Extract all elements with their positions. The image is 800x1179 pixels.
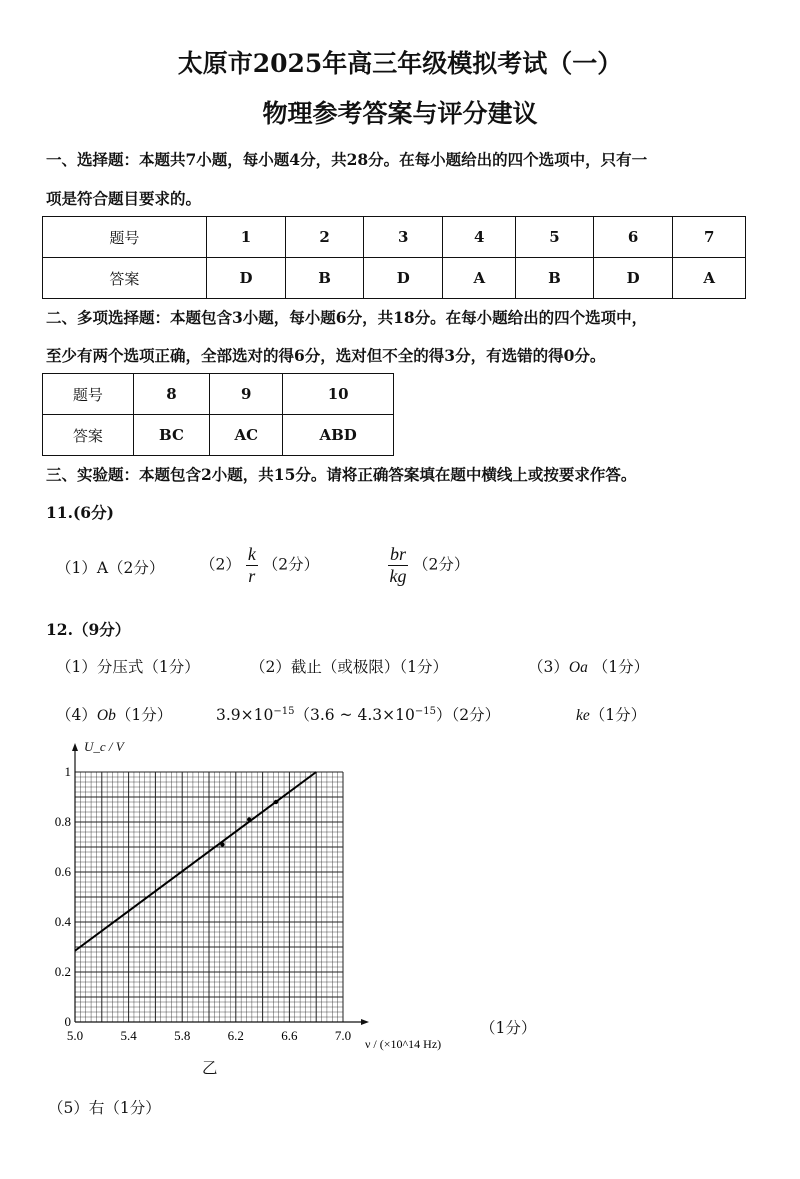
page-subtitle: 物理参考答案与评分建议 (262, 99, 538, 128)
cell: 7 (673, 217, 746, 258)
cell: 2 (286, 217, 364, 258)
graph-score: （1分） (480, 1019, 537, 1037)
cell: 6 (593, 217, 672, 258)
x-tick-label: 6.6 (281, 1028, 298, 1043)
y-tick-label: 0.6 (54, 864, 71, 879)
data-point (274, 800, 278, 804)
fraction: $\frac{br}{kg}$ (389, 544, 407, 586)
cell: ABD (283, 415, 394, 456)
cell: B (516, 258, 594, 299)
y-axis-label: U_c / V (84, 739, 124, 754)
section2-intro: 二、多项选择题：本题包含3小题，每小题6分，共18分。在每小题给出的四个选项中， (46, 308, 648, 327)
table-row (43, 374, 394, 415)
section2-intro-2: 至少有两个选项正确，全部选对的得6分，选对但不全的得3分，有选错的得0分。 (46, 346, 606, 365)
cell: B (286, 258, 364, 299)
x-tick-label: 5.8 (174, 1028, 191, 1043)
cell: D (593, 258, 672, 299)
x-tick-label: 6.2 (227, 1028, 244, 1043)
q11-answer-1: （1）A（2分） (56, 559, 165, 577)
q12-answer-2: （2）截止（或极限）（1分） (250, 658, 448, 676)
q12-answer-4: （4）Ob（1分） (56, 706, 173, 724)
cell: 9 (210, 374, 283, 415)
cell: 5 (516, 217, 594, 258)
cell-label: 题号 (43, 374, 134, 415)
q12-answer-4-value: $3.9\times 10^{-15}(3.6$ ~ $4.3\times 10^{-15})(2$分） (216, 705, 501, 724)
cell: 10 (283, 374, 394, 415)
y-tick-label: 0.4 (54, 914, 71, 929)
cell: AC (210, 415, 283, 456)
section1-table (42, 216, 746, 299)
cell-label: 答案 (43, 258, 207, 299)
data-point (247, 817, 251, 821)
q12-header: 12.（9分） (46, 620, 131, 639)
q11-answer-3: $\frac{br}{kg}$ （2分） (389, 544, 470, 586)
cell: BC (133, 415, 210, 456)
table-row (43, 217, 746, 258)
x-axis-label: ν / (×10^14 Hz) (365, 1037, 442, 1051)
q11-answer-2: （2） $\frac{k}{r}$ （2分） (200, 544, 320, 586)
y-tick-label: 0 (64, 1014, 71, 1029)
data-point (220, 842, 224, 846)
section1-intro-2: 项是符合题目要求的。 (46, 189, 202, 208)
cell-label: 答案 (43, 415, 134, 456)
q12-answer-5: （5）右（1分） (48, 1099, 161, 1117)
q12-answer-4-ke: ke（1分） (576, 706, 647, 724)
table-row (43, 258, 746, 299)
cell: 8 (133, 374, 210, 415)
cell: D (206, 258, 285, 299)
x-axis-arrow-icon (361, 1019, 369, 1025)
section1-intro: 一、选择题：本题共7小题，每小题4分，共28分。在每小题给出的四个选项中，只有一 (46, 150, 648, 169)
cell: D (364, 258, 443, 299)
table-row (43, 415, 394, 456)
cell: A (673, 258, 746, 299)
section3-intro: 三、实验题：本题包含2小题，共15分。请将正确答案填在题中横线上或按要求作答。 (46, 465, 637, 484)
fit-line (75, 772, 316, 951)
q12-answer-1: （1）分压式（1分） (56, 658, 200, 676)
q11-header: 11.(6分) (46, 503, 114, 522)
cell: 1 (206, 217, 285, 258)
cell: A (443, 258, 516, 299)
page-title: 太原市2025年高三年级模拟考试（一） (177, 49, 623, 78)
q12-answer-3: （3）Oa （1分） (528, 658, 650, 676)
x-tick-label: 5.0 (66, 1028, 84, 1043)
uc-vs-frequency-graph (40, 730, 480, 1080)
y-axis-arrow-icon (72, 743, 78, 751)
cell-label: 题号 (43, 217, 207, 258)
cell: 3 (364, 217, 443, 258)
fraction: $\frac{k}{r}$ (247, 544, 256, 586)
x-tick-label: 7.0 (334, 1028, 352, 1043)
y-tick-label: 0.8 (54, 814, 71, 829)
cell: 4 (443, 217, 516, 258)
section2-table (42, 373, 394, 456)
y-tick-label: 0.2 (54, 964, 71, 979)
graph-caption: 乙 (202, 1059, 218, 1077)
y-tick-label: 1 (64, 764, 71, 779)
x-tick-label: 5.4 (120, 1028, 137, 1043)
